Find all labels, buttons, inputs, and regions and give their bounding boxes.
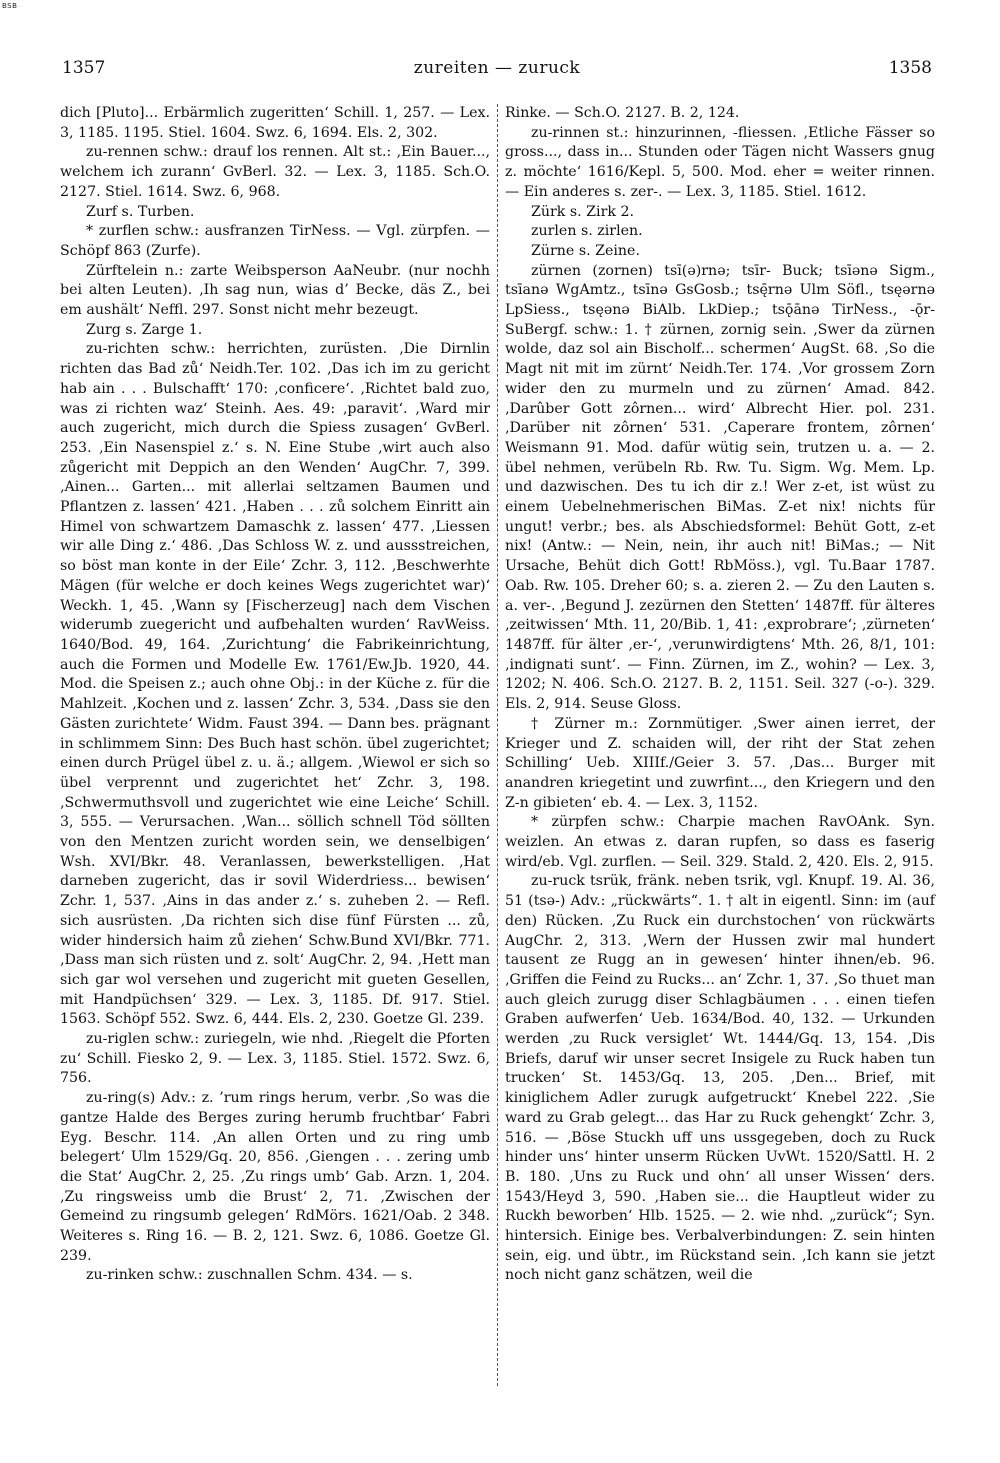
column-divider (497, 104, 498, 1386)
running-title: zureiten — zuruck (413, 58, 581, 78)
dictionary-entry: * zürpfen schw.: Charpie machen RavOAnk. Syn. weizlen. An etwas z. daran rupfen, so dass es faserig wird/eb. Vgl. zurflen. — Seil. 329. Stald. 2, 420. Els. 2, 915. (505, 814, 935, 870)
dictionary-entry: zurlen s. zirlen. (531, 223, 643, 240)
dictionary-entry: dich [Pluto]... Erbärmlich zugeritten‘ Schill. 1, 257. — Lex. 3, 1185. 1195. Stiel. 1604. Swz. 6, 1694. Els. 2, 302. (60, 105, 490, 141)
page-number-right: 1358 (888, 58, 932, 78)
page-header (62, 58, 932, 80)
dictionary-entry: zu-ruck tsrük, fränk. neben tsrik, vgl. Knupf. 19. Al. 36, 51 (tsə-) Adv.: „rückwärts“. 1. † alt in eigentl. Sinn: im (auf den) Rücken. ‚Zu Ruck ein durchstochen‘ von rückwärts AugChr. 2, 313. ‚Wern der Hussen zwir mal hundert tausent ze Rugg an in gewesen‘ hinter ihnen/eb. 96. ‚Griffen die Feind zu Rucks... an‘ Zchr. 1, 37. ‚So thuet man auch gleich zurugg diser Schlagbäumen . . . einen tiefen Graben aufwerfen‘ Ueb. 1634/Bod. 40, 132. — Urkunden werden ‚zu Ruck versiglet‘ Wt. 1444/Gq. 13, 154. ‚Dis Briefs, daruf wir unser secret Insigele zu Ruck haben tun trucken‘ St. 1453/Gq. 13, 205. ‚Den... Brief, mit kiniglichem Adler zurugk aufgetruckt‘ Knebel 222. ‚Sie ward zu Grab gelegt... das Har zu Ruck gehengkt‘ Zchr. 3, 516. — ‚Böse Stuckh uff uns ussgegeben, doch zu Ruck hinder uns‘ hinter unserm Rücken UvWt. 1520/Sattl. H. 2 B. 180. ‚Uns zu Ruck und ohn‘ all unser Wissen‘ ders. 1543/Heyd 3, 590. ‚Haben sie... die Hauptleut wider zu Ruckh beworben‘ Hlb. 1525. — 2. wie nhd. „zurück“; Syn. hintersich. Einige bes. Verbalverbindungen: Z. sein hinten sein, eig. und übtr., im Rückstand sein. ‚Ich kann sie jetzt noch nicht ganz schätzen, weil die (505, 873, 935, 1284)
dictionary-entry: zu-ring(s) Adv.: z. ’rum rings herum, verbr. ‚So was die gantze Halde des Berges zuring herumb fruchtbar‘ Fabri Eyg. Beschr. 114. ‚An allen Orten und zu ring umb belegert‘ Ulm 1529/Gq. 20, 856. ‚Giengen . . . zering umb die Stat‘ AugChr. 2, 25. ‚Zu rings umb‘ Gab. Arzn. 1, 204. ‚Zu ringsweiss umb die Brust‘ 2, 71. ‚Zwischen der Gemeind zu ringsumb gelegen‘ RdMörs. 1621/Oab. 2 348. Weiteres s. Ring 16. — B. 2, 121. Swz. 6, 1086. Goetze Gl. 239. (60, 1090, 490, 1264)
dictionary-entry: Zürftelein n.: zarte Weibsperson AaNeubr. (nur nochh bei alten Leuten). ‚Ih sag nun, wias d’ Becke, däs Z., bei em aushält‘ Neffl. 297. Sonst nicht mehr bezeugt. (60, 262, 490, 319)
dictionary-entry: zu-riglen schw.: zuriegeln, wie nhd. ‚Riegelt die Pforten zu‘ Schill. Fiesko 2, 9. — Lex. 3, 1185. Stiel. 1572. Swz. 6, 756. (60, 1031, 490, 1087)
left-column (60, 104, 490, 1286)
dictionary-entry: † Zürner m.: Zornmütiger. ‚Swer ainen ierret, der Krieger und Z. schaiden will, der riht der Stat zehen Schilling‘ Ueb. XIIIf./Geier 3. 57. ‚Das... Burger mit anandren kriegetint und zuwrfint..., den Kriegern und den Z-n gibieten‘ eb. 4. — Lex. 3, 1152. (505, 715, 935, 811)
dictionary-entry: zu-rennen schw.: drauf los rennen. Alt st.: ‚Ein Bauer..., welchem ich zurann‘ GvBerl. 32. — Lex. 3, 1185. Sch.O. 2127. Stiel. 1614. Swz. 6, 968. (60, 144, 490, 200)
dictionary-entry: Zurg s. Zarge 1. (86, 321, 203, 338)
dictionary-entry: zu-rinken schw.: zuschnallen Schm. 434. — s. (86, 1267, 413, 1284)
library-stamp: BSB (2, 2, 18, 10)
right-column (505, 104, 935, 1286)
page-number-left: 1357 (62, 58, 106, 78)
dictionary-entry: zu-richten schw.: herrichten, zurüsten. ‚Die Dirnlin richten das Bad zů‘ Neidh.Ter. 102. ‚Das ich im zu gericht hab ain . . . Bulschafft‘ 170: ‚conficere‘. ‚Richtet bald zuo, was zi richten waz‘ Steinh. Aes. 49: ‚paravit‘. ‚Ward mir auch zugericht, mich durch die Spiess zusagen‘ GvBerl. 253. ‚Ein Nasenspiel z.‘ s. N. Eine Stube ‚wirt auch also zůgericht mit Deppich an den Wenden‘ AugChr. 7, 399. ‚Ainen... Garten... mit allerlai seltzamen Baumen und Pflantzen z. lassen‘ 421. ‚Haben . . . zů solchem Einritt ain Himel von schwartzem Damaschk z. lassen‘ 477. ‚Liessen wir alle Ding z.‘ 486. ‚Das Schloss W. z. und aussstreichen, so böst man konte in der Eile‘ Zchr. 3, 112. ‚Beschwerhte Mägen (für welche er doch keines Wegs zugerichtet war)‘ Weckh. 1, 45. ‚Wann sy [Fischerzeug] nach dem Vischen widerumb zuegericht und aufbehalten wurden‘ RavWeiss. 1640/Bod. 49, 164. ‚Zurichtung‘ die Fabrikeinrichtung, auch die Formen und Modelle Ew. 1761/Ew.Jb. 1920, 44. Mod. die Speisen z.; auch ohne Obj.: in der Küche z. für die Mahlzeit. ‚Kochen und z. lassen‘ Zchr. 3, 534. ‚Dass sie den Gästen zurichtete‘ Widm. Faust 394. — Dann bes. prägnant in schlimmem Sinn: Des Buch hast schön. übel zugerichtet; einen durch Prügel übel z. u. ä.; allgem. ‚Wiewol er sich so übel verprennt und zugerichtet het‘ Zchr. 3, 198. ‚Schwermuthsvoll und zugerichtet wie eine Leiche‘ Schill. 3, 555. — Verursachen. ‚Wan... söllich schnell Töd söllten von den Mentzen zuricht worden sein, we denselbigen‘ Wsh. XVI/Bkr. 48. Veranlassen, bewerkstelligen. ‚Hat darneben zugericht, das ir sovil Widerdriess... bewisen‘ Zchr. 1, 537. ‚Ains in das ander z.‘ s. zuheben 2. — Refl. sich ausrüsten. ‚Da richten sich dise fünf Fürsten ... zů, wider hindersich haim zů ziehen‘ Schw.Bund XVI/Bkr. 771. ‚Dass man sich rüsten und z. solt‘ AugChr. 2, 94. ‚Hett man sich gar wol versehen und zugericht mit gueten Gesellen, mit Handpüchsen‘ 329. — Lex. 3, 1185. Df. 917. Stiel. 1563. Schöpf 552. Swz. 6, 444. Els. 2, 230. Goetze Gl. 239. (60, 341, 490, 1028)
dictionary-entry: * zurflen schw.: ausfranzen TirNess. — Vgl. zürpfen. — Schöpf 863 (Zurfe). (60, 223, 490, 259)
dictionary-entry: zu-rinnen st.: hinzurinnen, -fliessen. ‚Etliche Fässer so gross..., dass in... Stunden oder Tägen nicht Wassers gnug z. möchte‘ 1616/Kepl. 5, 500. Mod. eher = weiter rinnen. — Ein anderes s. zer-. — Lex. 3, 1185. Stiel. 1612. (505, 124, 935, 200)
dictionary-entry: Rinke. — Sch.O. 2127. B. 2, 124. (505, 105, 740, 121)
dictionary-entry: Zurf s. Turben. (86, 203, 195, 220)
dictionary-entry: zürnen (zornen) tsī(ə)rnə; tsīr- Buck; tsīənə Sigm., tsīanə WgAmtz., tsīnə GsGosb.; tsę̄rnə Ulm Söfl., tsęərnə LpSiess., tsęənə BiAlb. LkDiep.; tsǭānə TirNess., -ǭr- SuBergf. schw.: 1. † zürnen, zornig sein. ‚Swer da zürnen wolde, daz sol ain Bischolf... schermen‘ AugSt. 68. ‚So die Magt nit mit im zürnt‘ Neidh.Ter. 174. ‚Vor grossem Zorn wider den zu murmeln und zu zürnen‘ Amad. 842. ‚Darûber Gott zôrnen... wird‘ Albrecht Hier. pol. 231. ‚Darüber nit zôrnen‘ 531. ‚Caperare frontem, zôrnen‘ Weismann 91. Mod. dafür wütig sein, trutzen u. a. — 2. übel nehmen, verübeln Rb. Rw. Tu. Sigm. Wg. Mem. Lp. und dazwischen. Des tu ich dir z.! Wer z-et, ist wüst zu einem Uebelnehmerischen BiMas. Z-et nix! nichts für ungut! verbr.; bes. als Abschiedsformel: Behüt Gott, z-et nix! (Antw.: — Nein, nein, ihr auch nit! BiMas.; — Nit Ursache, Behüt dich Gott! RbMöss.), vgl. Tu.Baar 1787. Oab. Rw. 105. Dreher 60; s. a. zieren 2. — Zu den Lauten s. a. ver-. ‚Begund J. zezürnen den Stetten‘ 1487ff. für älteres ‚zeitwissen‘ Mth. 11, 20/Bib. 1, 41: ‚exprobrare‘; ‚zürneten‘ 1487ff. für älter ‚er-‘, ‚verunwirdigtens‘ Mth. 26, 8/1, 101: ‚indignati sunt‘. — Finn. Zürnen, im Z., wohin? — Lex. 3, 1202; N. 406. Sch.O. 2127. B. 2, 1151. Seil. 327 (-o-). 329. Els. 2, 914. Seuse Gloss. (505, 262, 935, 713)
dictionary-entry: Zürne s. Zeine. (531, 242, 640, 259)
dictionary-entry: Zürk s. Zirk 2. (531, 203, 635, 220)
